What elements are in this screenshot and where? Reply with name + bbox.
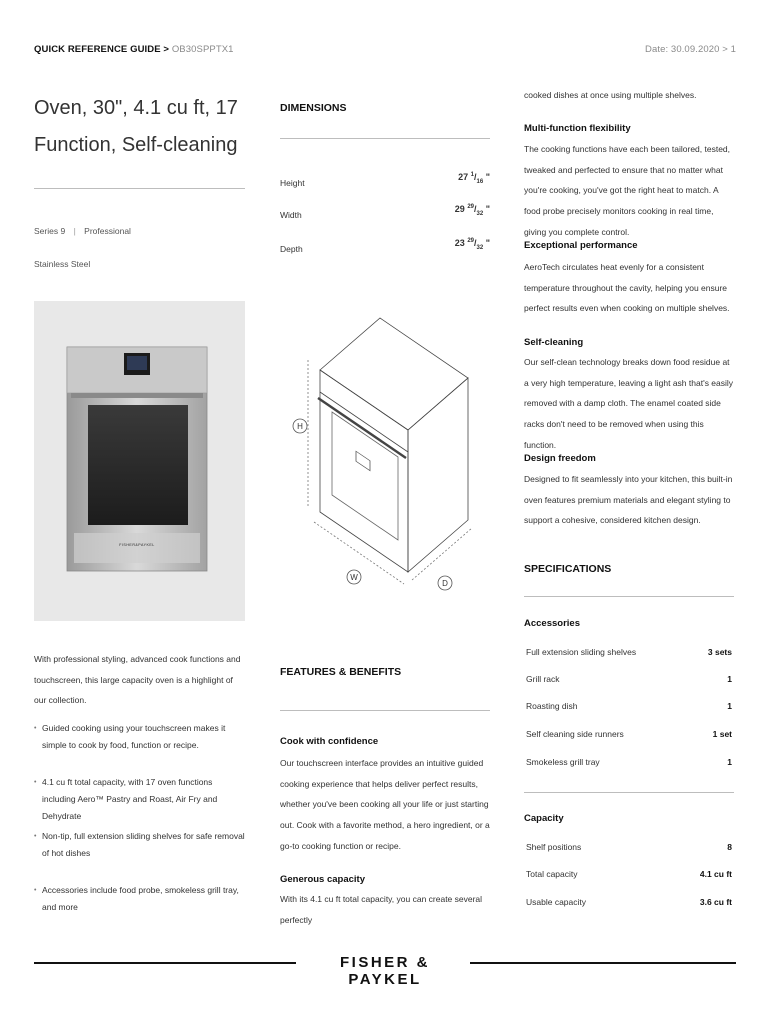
series: Series 9 <box>34 226 66 236</box>
list-item: • Guided cooking using your touchscreen makes it simple to cook by food, function or recipe. <box>34 720 247 754</box>
dimension-value: 27 $^1/_{16}$ " <box>458 172 490 185</box>
feature-title: Exceptional performance <box>524 240 638 251</box>
spec-row: Usable capacity 3.6 cu ft <box>526 897 732 907</box>
feature-text: Our self-clean technology breaks down food residue at a very high temperature, leaving a light ash that's easily removed with a damp cloth. The enamel coated side racks don't need to be removed when using this function. <box>524 357 734 450</box>
dimension-label: Width <box>280 210 302 220</box>
intro-text: With professional styling, advanced cook functions and touchscreen, this large capacity oven is a highlight of our collection. <box>34 654 241 705</box>
specifications-heading: SPECIFICATIONS <box>524 563 612 575</box>
footer-rule-right <box>470 962 736 964</box>
dimensions-heading: DIMENSIONS <box>280 102 347 114</box>
oven-photo-illustration <box>34 301 245 621</box>
feature-title: Self-cleaning <box>524 337 584 348</box>
feature-text-continued: cooked dishes at once using multiple shelves. <box>524 90 697 100</box>
feature-title: Multi-function flexibility <box>524 123 631 134</box>
spec-row: Shelf positions 8 <box>526 842 732 852</box>
product-title: Oven, 30", 4.1 cu ft, 17 Function, Self-cleaning <box>34 97 238 156</box>
breadcrumb <box>34 44 234 55</box>
dimensions-divider <box>280 138 490 139</box>
list-item: • 4.1 cu ft total capacity, with 17 oven functions including Aero™ Pastry and Roast, Air Fry and Dehydrate <box>34 774 247 825</box>
dimension-value: 29 $^{29}/_{32}$ " <box>454 204 490 217</box>
spec-row: Full extension sliding shelves 3 sets <box>526 647 732 657</box>
diagram-label-w: W <box>350 573 358 582</box>
dimension-value: 23 $^{29}/_{32}$ " <box>454 238 490 251</box>
page-date: Date: 30.09.2020 > 1 <box>644 44 736 55</box>
feature-title: Cook with confidence <box>280 736 379 747</box>
list-item: • Accessories include food probe, smokeless grill tray, and more <box>34 882 247 916</box>
specifications-divider <box>524 792 734 793</box>
finish: Stainless Steel <box>34 259 91 269</box>
series-line: Series 9 | Professional <box>34 226 131 236</box>
diagram-label-d: D <box>442 579 448 588</box>
model-number: OB30SPPTX1 <box>171 44 234 55</box>
features-heading: FEATURES & BENEFITS <box>280 666 402 678</box>
title-divider <box>34 188 245 189</box>
dimension-diagram <box>280 300 490 605</box>
feature-title: Generous capacity <box>280 874 366 885</box>
diagram-label-h: H <box>297 422 303 431</box>
feature-title: Design freedom <box>524 453 596 464</box>
features-divider <box>280 710 490 711</box>
feature-text: AeroTech circulates heat evenly for a consistent temperature throughout the cavity, helping you ensure perfect results even when cooking on multiple shelves. <box>524 262 730 314</box>
spec-group-accessories: Accessories <box>524 618 580 629</box>
oven-line-drawing <box>280 300 490 605</box>
dimension-label: Depth <box>280 244 303 254</box>
spec-row: Grill rack 1 <box>526 674 732 684</box>
series-style: Professional <box>84 226 131 236</box>
spec-group-capacity: Capacity <box>524 813 564 824</box>
spec-row: Total capacity 4.1 cu ft <box>526 869 732 879</box>
spec-row: Self cleaning side runners 1 set <box>526 729 732 739</box>
feature-text: With its 4.1 cu ft total capacity, you can create several perfectly <box>280 894 483 925</box>
spec-row: Roasting dish 1 <box>526 701 732 711</box>
product-photo <box>34 301 245 621</box>
specifications-divider <box>524 596 734 597</box>
dimension-label: Height <box>280 178 305 188</box>
feature-text: Designed to fit seamlessly into your kitchen, this built-in oven features premium materials and elegant styling to support a cohesive, considered kitchen design. <box>524 474 733 526</box>
feature-text: The cooking functions have each been tailored, tested, tweaked and perfected to ensure that no matter what you're cooking, you've got the right heat to match. A food probe precisely monitors cooking in real time, giving you complete control. <box>524 144 731 237</box>
spec-row: Smokeless grill tray 1 <box>526 757 732 767</box>
photo-brand-mark: FISHER&PAYKEL <box>119 543 155 547</box>
footer-rule-left <box>34 962 296 964</box>
list-item: • Non-tip, full extension sliding shelves for safe removal of hot dishes <box>34 828 247 862</box>
feature-text: Our touchscreen interface provides an intuitive guided cooking experience that helps deliver perfect results, whether you've been cooking all your life or just starting out. Cook with a favorite method, a hero ingredient, or a go-to cooking function or recipe. <box>280 758 490 851</box>
brand-logo: FISHER & PAYKEL <box>339 954 430 988</box>
guide-label: QUICK REFERENCE GUIDE > <box>34 44 170 55</box>
